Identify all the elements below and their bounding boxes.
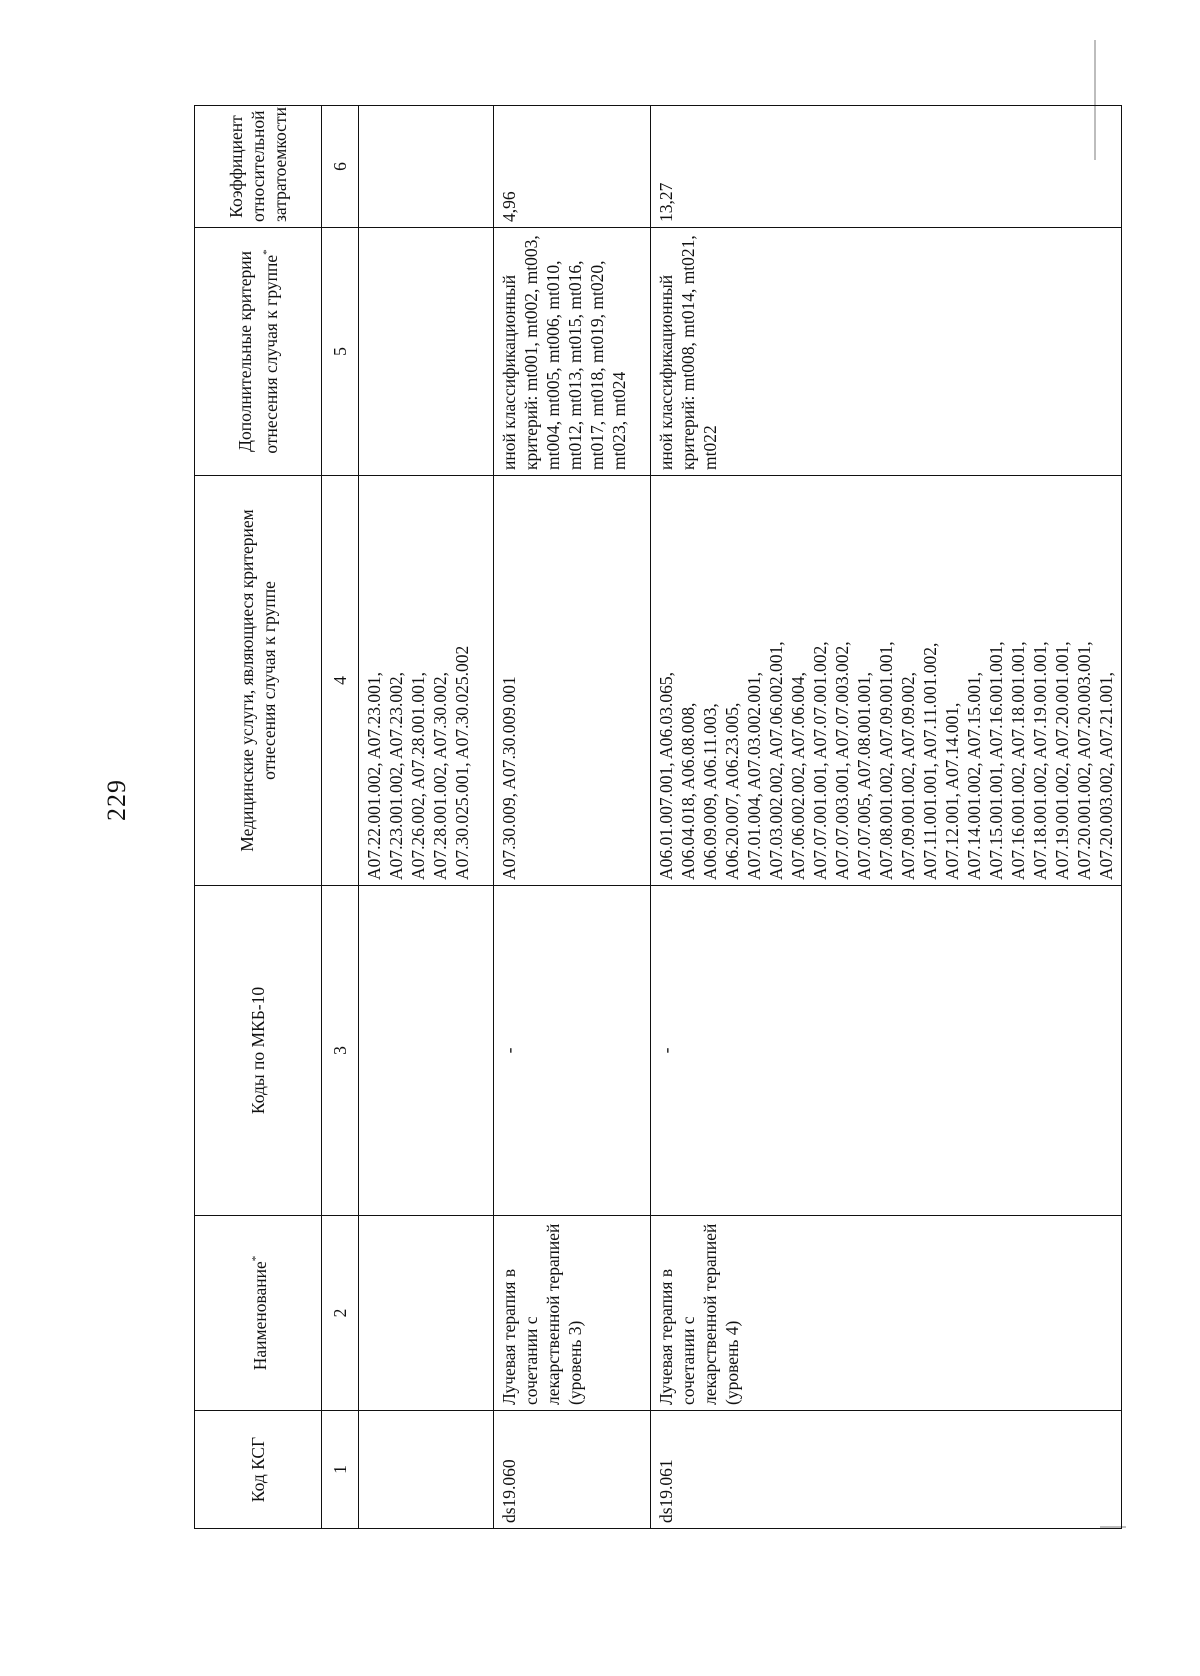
service-codes-line: A07.22.001.002, A07.23.001, bbox=[364, 671, 384, 880]
service-codes-line: A07.01.004, A07.03.002.001, bbox=[744, 671, 764, 880]
mkb-cell: - bbox=[494, 886, 651, 1216]
header-services: Медицинские услуги, являющиеся критерием отнесения случая к группе bbox=[195, 476, 322, 886]
ksg-code-cell: ds19.061 bbox=[651, 1411, 1122, 1529]
table-row bbox=[494, 106, 651, 1529]
page-number: 229 bbox=[102, 779, 131, 821]
service-codes-line: A07.15.001.001, A07.16.001.001, bbox=[986, 641, 1006, 880]
mkb-cell: - bbox=[651, 886, 1122, 1216]
coefficient-cell bbox=[359, 106, 494, 228]
header-mkb: Коды по МКБ-10 bbox=[195, 886, 322, 1216]
column-number: 1 bbox=[322, 1411, 359, 1529]
criteria-cell: иной классификационный критерий: mt001, mt002, mt003, mt004, mt005, mt006, mt010, mt012, mt013, mt015, mt016, mt017, mt018, mt019, mt020, mt023, mt024 bbox=[494, 228, 651, 476]
services-cell bbox=[651, 476, 1122, 886]
service-codes-line: A07.11.001.001, A07.11.001.002, bbox=[920, 642, 940, 880]
header-coefficient: Коэффициент относительной затратоемкости bbox=[195, 106, 322, 228]
column-number: 5 bbox=[322, 228, 359, 476]
ksg-code-cell: ds19.060 bbox=[494, 1411, 651, 1529]
service-codes-line: A07.12.001, A07.14.001, bbox=[942, 702, 962, 880]
service-codes-line: A07.30.025.001, A07.30.025.002 bbox=[452, 645, 472, 880]
service-codes-line: A06.04.018, A06.08.008, bbox=[678, 702, 698, 880]
service-codes-line: A07.14.001.002, A07.15.001, bbox=[964, 671, 984, 880]
service-codes-line: A07.06.002.002, A07.06.004, bbox=[788, 671, 808, 880]
service-codes-line: A06.09.009, A06.11.003, bbox=[700, 703, 720, 880]
column-number: 6 bbox=[322, 106, 359, 228]
ksg-name-cell bbox=[359, 1216, 494, 1411]
table-row bbox=[359, 106, 494, 1529]
service-codes-line: A07.16.001.002, A07.18.001.001, bbox=[1008, 641, 1028, 880]
ksg-name-cell: Лучевая терапия в сочетании с лекарственной терапией (уровень 4) bbox=[651, 1216, 1122, 1411]
column-number: 3 bbox=[322, 886, 359, 1216]
service-codes-line: A07.20.003.002, A07.21.001, bbox=[1096, 671, 1116, 880]
ksg-table bbox=[194, 105, 1122, 1529]
service-codes-line: A07.03.002.002, A07.06.002.001, bbox=[766, 641, 786, 880]
service-codes-line: A07.23.001.002, A07.23.002, bbox=[386, 671, 406, 880]
service-codes-line: A07.08.001.002, A07.09.001.001, bbox=[876, 641, 896, 880]
service-codes-line: A07.07.003.001, A07.07.003.002, bbox=[832, 641, 852, 880]
service-codes-line: A06.20.007, A06.23.005, bbox=[722, 702, 742, 880]
mkb-cell bbox=[359, 886, 494, 1216]
coefficient-cell: 4,96 bbox=[494, 106, 651, 228]
service-codes-line: A07.09.001.002, A07.09.002, bbox=[898, 671, 918, 880]
service-codes-line: A07.28.001.002, A07.30.002, bbox=[430, 671, 450, 880]
service-codes-line: A06.01.007.001, A06.03.065, bbox=[656, 671, 676, 880]
service-codes-line: A07.19.001.002, A07.20.001.001, bbox=[1052, 641, 1072, 880]
column-number: 2 bbox=[322, 1216, 359, 1411]
services-cell bbox=[494, 476, 651, 886]
criteria-cell: иной классификационный критерий: mt008, mt014, mt021, mt022 bbox=[651, 228, 1122, 476]
table-row bbox=[651, 106, 1122, 1529]
column-number: 4 bbox=[322, 476, 359, 886]
column-number-row bbox=[322, 106, 359, 1529]
ksg-code-cell bbox=[359, 1411, 494, 1529]
service-codes-line: A07.07.001.001, A07.07.001.002, bbox=[810, 641, 830, 880]
header-name: Наименование* bbox=[195, 1216, 322, 1411]
service-codes-line: A07.07.005, A07.08.001.001, bbox=[854, 671, 874, 880]
service-codes-line: A07.26.002, A07.28.001.001, bbox=[408, 671, 428, 880]
rotated-table-container bbox=[194, 106, 1116, 1529]
coefficient-cell: 13,27 bbox=[651, 106, 1122, 228]
service-codes-line: A07.18.001.002, A07.19.001.001, bbox=[1030, 641, 1050, 880]
criteria-cell bbox=[359, 228, 494, 476]
header-code: Код КСГ bbox=[195, 1411, 322, 1529]
header-criteria: Дополнительные критерии отнесения случая к группе* bbox=[195, 228, 322, 476]
header-row bbox=[195, 106, 322, 1529]
service-codes-line: A07.30.009, A07.30.009.001 bbox=[499, 676, 519, 880]
services-cell bbox=[359, 476, 494, 886]
service-codes-line: A07.20.001.002, A07.20.003.001, bbox=[1074, 641, 1094, 880]
ksg-name-cell: Лучевая терапия в сочетании с лекарственной терапией (уровень 3) bbox=[494, 1216, 651, 1411]
